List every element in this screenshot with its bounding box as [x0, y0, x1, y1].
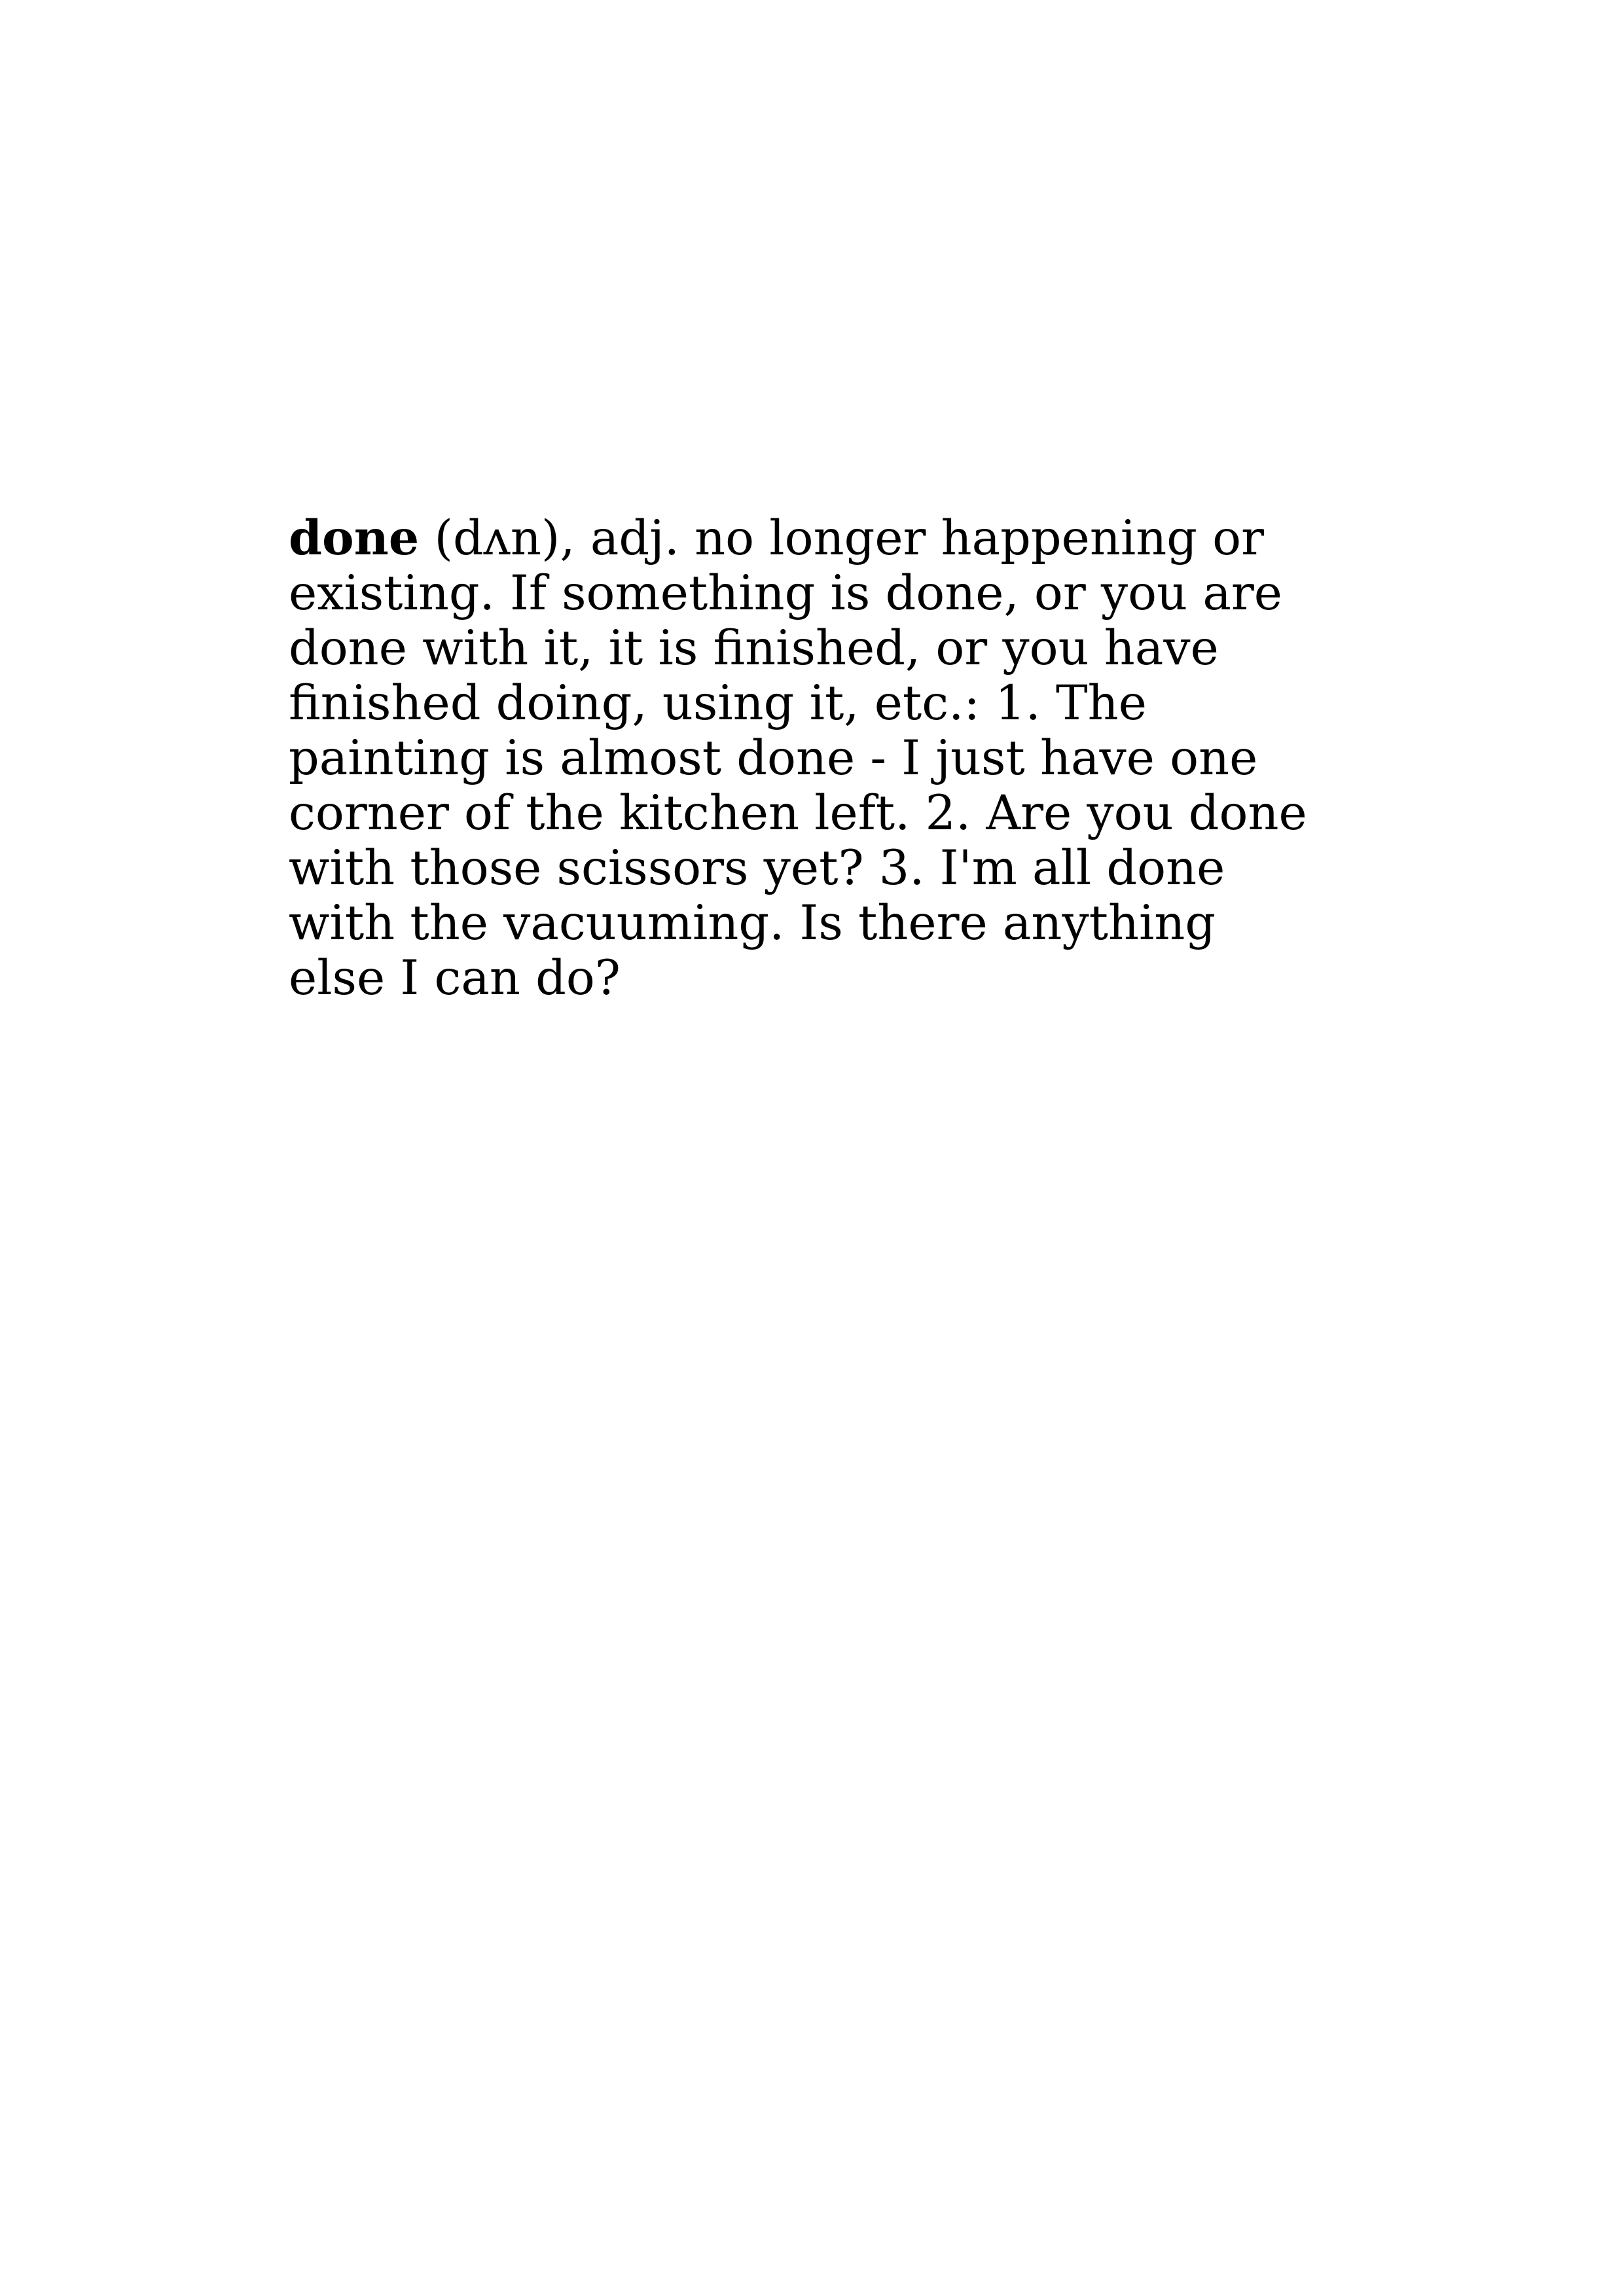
entry-line-8: with the vacuuming. Is there anything [289, 895, 1216, 951]
entry-line-1 [289, 511, 1401, 566]
entry-line-5: painting is almost done - I just have one [289, 730, 1258, 786]
headword: done [289, 510, 420, 566]
entry-line-6: corner of the kitchen left. 2. Are you done [289, 785, 1307, 841]
pronunciation-and-definition-start: (dʌn), adj. no longer happening or [419, 511, 1264, 566]
entry-line-9: else I can do? [289, 950, 621, 1006]
entry-line-4: finished doing, using it, etc.: 1. The [289, 675, 1147, 731]
entry-line-3: done with it, it is finished, or you have [289, 620, 1219, 676]
entry-line-2: existing. If something is done, or you are [289, 565, 1282, 621]
entry-line-7: with those scissors yet? 3. I'm all done [289, 840, 1225, 896]
dictionary-entry [289, 511, 1401, 1006]
